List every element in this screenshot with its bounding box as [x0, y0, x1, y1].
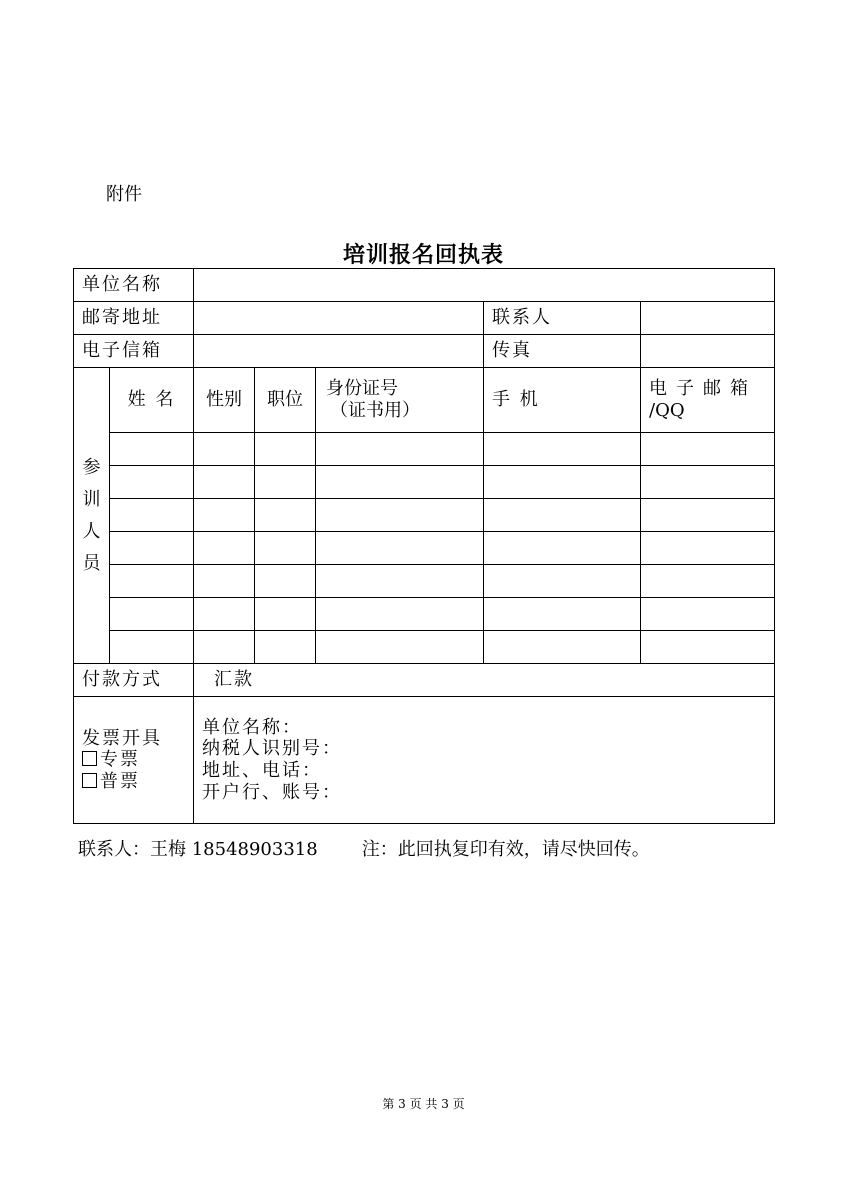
header-position: 职位 [255, 368, 316, 433]
attachment-label: 附件 [106, 184, 142, 205]
fax-field[interactable] [641, 335, 775, 368]
trainee-row [74, 598, 775, 631]
trainee-row [74, 532, 775, 565]
contact-field[interactable] [641, 302, 775, 335]
invoice-label-cell [74, 697, 194, 824]
trainee-row [74, 631, 775, 664]
trainees-label: 参训人员 [82, 456, 101, 574]
mailing-address-label: 邮寄地址 [74, 302, 194, 335]
trainees-label-cell [74, 368, 110, 664]
registration-form-table [73, 268, 775, 824]
invoice-details-cell [194, 697, 775, 824]
header-email-line1: 电子邮箱 [649, 378, 757, 400]
footer-contact: 联系人：王梅 18548903318 [78, 839, 318, 860]
invoice-option-general[interactable]: 普票 [82, 771, 185, 793]
footer-note [78, 835, 650, 861]
email-field[interactable] [194, 335, 484, 368]
invoice-field-unit-name: 单位名称： [202, 716, 302, 738]
header-name: 姓 名 [110, 368, 194, 433]
invoice-option-special[interactable]: 专票 [82, 749, 185, 771]
footer-note-text: 注：此回执复印有效，请尽快回传。 [361, 839, 650, 860]
header-id-line1: 身份证号 [326, 378, 398, 400]
unit-name-field[interactable] [194, 269, 775, 302]
invoice-field-tax-id: 纳税人识别号： [202, 738, 342, 760]
trainee-row [74, 433, 775, 466]
email-label: 电子信箱 [74, 335, 194, 368]
invoice-field-address-phone: 地址、电话： [202, 760, 322, 781]
payment-label: 付款方式 [74, 664, 194, 697]
trainee-row [74, 466, 775, 499]
trainee-row [74, 565, 775, 598]
mailing-address-field[interactable] [194, 302, 484, 335]
header-email-qq [641, 368, 775, 433]
trainee-row [74, 499, 775, 532]
unit-name-label: 单位名称 [74, 269, 194, 302]
invoice-field-bank-account: 开户行、账号： [202, 781, 342, 803]
header-mobile: 手 机 [484, 368, 641, 433]
invoice-label: 发票开具 [82, 727, 162, 749]
header-gender: 性别 [194, 368, 255, 433]
form-title: 培训报名回执表 [342, 242, 504, 268]
checkbox-icon[interactable] [82, 773, 97, 788]
page-number: 第 3 页 共 3 页 [382, 1097, 465, 1111]
header-id-line2: （证书用） [330, 400, 420, 421]
payment-value: 汇款 [194, 664, 775, 697]
contact-label: 联系人 [484, 302, 641, 335]
checkbox-icon[interactable] [82, 751, 97, 766]
fax-label: 传真 [484, 335, 641, 368]
header-id-number [316, 368, 484, 433]
header-email-line2: /QQ [649, 400, 685, 421]
